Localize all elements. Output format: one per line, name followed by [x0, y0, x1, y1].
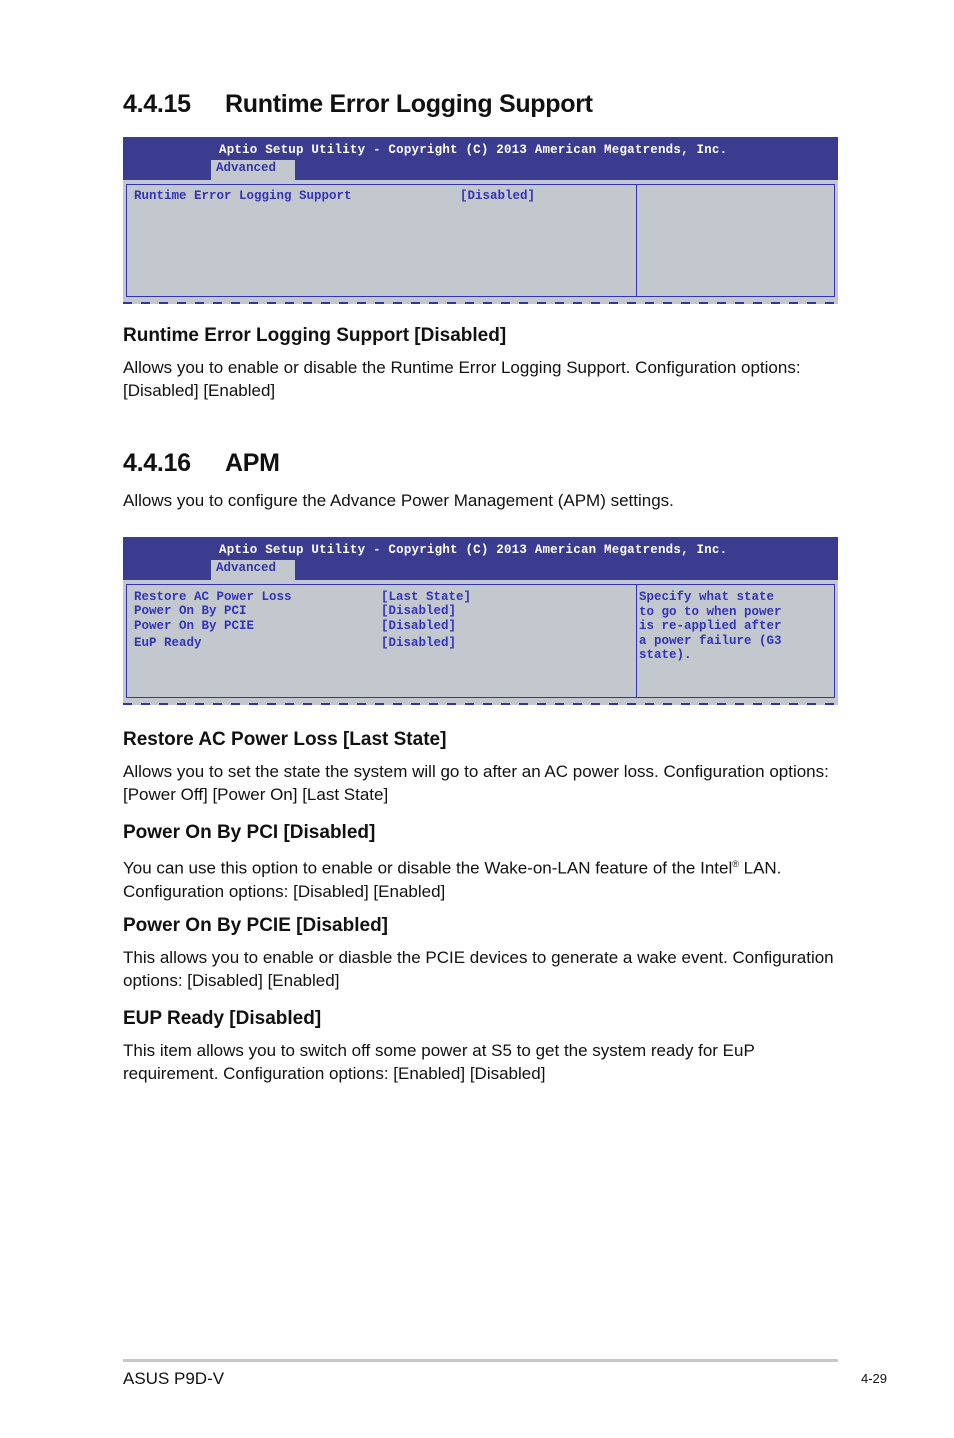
bios-item-restore-ac-value[interactable]: [Last State] — [381, 590, 472, 604]
bios-item-restore-ac-label[interactable]: Restore AC Power Loss — [134, 590, 292, 604]
bios-item-runtime-error-value[interactable]: [Disabled] — [460, 189, 536, 203]
pci-text-after: LAN. Configuration options: [Disabled] [Enabled] — [123, 858, 782, 901]
bios-item-runtime-error-label[interactable]: Runtime Error Logging Support — [134, 189, 352, 203]
registered-mark: ® — [732, 859, 739, 869]
bios-item-power-on-pcie-label[interactable]: Power On By PCIE — [134, 619, 255, 633]
bios-title: Aptio Setup Utility - Copyright (C) 2013 American Megatrends, Inc. — [219, 143, 728, 157]
bios-divider — [636, 585, 637, 697]
bios-screen-runtime-error — [123, 137, 838, 304]
tab-advanced[interactable]: Advanced — [211, 560, 295, 580]
bios-item-power-on-pcie-value[interactable]: [Disabled] — [381, 619, 457, 633]
footer-product: ASUS P9D-V — [123, 1369, 225, 1388]
bios-item-power-on-pci-label[interactable]: Power On By PCI — [134, 604, 247, 618]
subheading-restore-ac: Restore AC Power Loss [Last State] — [123, 729, 447, 750]
paragraph-apm-intro: Allows you to configure the Advance Power Management (APM) settings. — [123, 491, 674, 510]
bios-item-eup-ready-label[interactable]: EuP Ready — [134, 636, 202, 650]
paragraph-power-on-pcie: This allows you to enable or diasble the PCIE devices to generate a wake event. Configuration options: [Disabled] [Enabled] — [123, 948, 834, 990]
subheading-eup-ready: EUP Ready [Disabled] — [123, 1008, 322, 1029]
paragraph-runtime-error: Allows you to enable or disable the Runtime Error Logging Support. Configuration options: [Disabled] [Enabled] — [123, 358, 801, 400]
bios-dashed-border — [123, 703, 838, 705]
subheading-runtime-error: Runtime Error Logging Support [Disabled] — [123, 325, 507, 346]
pci-text-before: You can use this option to enable or disable the Wake-on-LAN feature of the Intel — [123, 858, 733, 878]
section-number: 4.4.16 — [123, 449, 191, 477]
tab-advanced[interactable]: Advanced — [211, 160, 295, 180]
section-heading-runtime-error — [123, 90, 593, 119]
paragraph-power-on-pci — [123, 853, 843, 903]
bios-dashed-border — [123, 302, 838, 304]
section-number: 4.4.15 — [123, 90, 191, 118]
bios-item-eup-ready-value[interactable]: [Disabled] — [381, 636, 457, 650]
paragraph-restore-ac: Allows you to set the state the system will go to after an AC power loss. Configuration options: [Power Off] [Power On] [Last State] — [123, 762, 829, 804]
subheading-power-on-pcie: Power On By PCIE [Disabled] — [123, 915, 388, 936]
section-title: Runtime Error Logging Support — [225, 90, 593, 118]
bios-title-bar — [123, 137, 838, 180]
bios-help-text: Specify what state to go to when power is re-applied after a power failure (G3 state). — [639, 590, 782, 662]
bios-divider — [636, 185, 637, 296]
section-title: APM — [225, 449, 280, 477]
subheading-power-on-pci: Power On By PCI [Disabled] — [123, 822, 376, 843]
footer-rule — [123, 1359, 838, 1362]
paragraph-eup-ready: This item allows you to switch off some power at S5 to get the system ready for EuP requirement. Configuration options: [Enabled] [Disabled] — [123, 1041, 755, 1083]
bios-item-power-on-pci-value[interactable]: [Disabled] — [381, 604, 457, 618]
bios-title-bar — [123, 537, 838, 580]
section-heading-apm — [123, 449, 280, 478]
bios-body — [123, 180, 838, 304]
footer-page-number: 4-29 — [860, 1371, 887, 1386]
bios-screen-apm — [123, 537, 838, 705]
bios-body — [123, 580, 838, 705]
bios-title: Aptio Setup Utility - Copyright (C) 2013 American Megatrends, Inc. — [219, 543, 728, 557]
